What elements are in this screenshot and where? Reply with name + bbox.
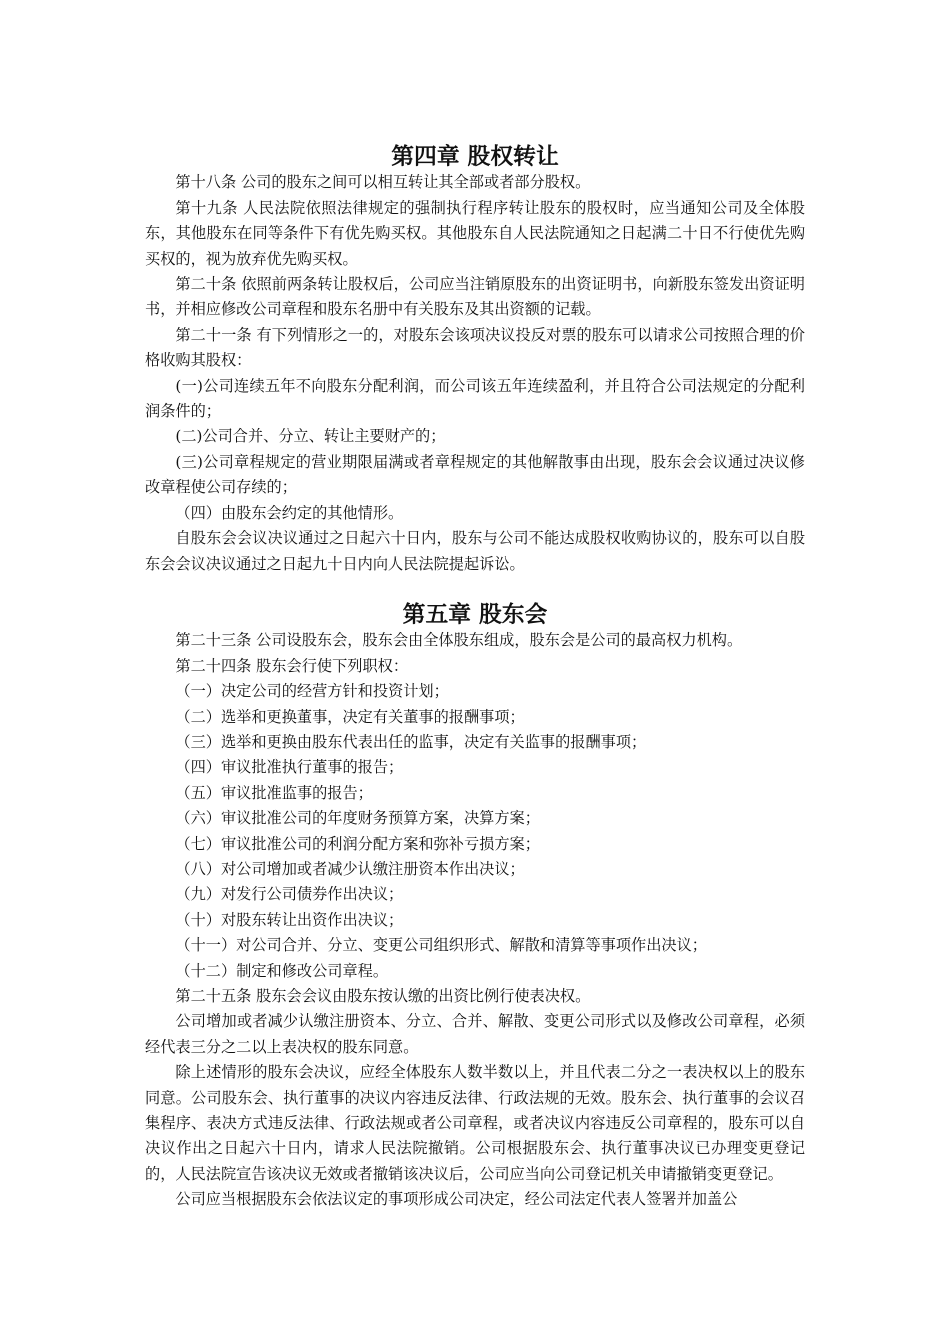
article-18: 第十八条 公司的股东之间可以相互转让其全部或者部分股权。	[175, 173, 591, 192]
power-item: （五）审议批准监事的报告；	[175, 783, 373, 802]
article-21-item-1: (一)公司连续五年不向股东分配利润，而公司该五年连续盈利，并且符合公司法规定的分配利润条件的；	[145, 376, 805, 421]
power-item: （十一）对公司合并、分立、变更公司组织形式、解散和清算等事项作出决议；	[175, 936, 707, 955]
special-resolution-paragraph: 公司增加或者减少认缴注册资本、分立、合并、解散、变更公司形式以及修改公司章程，必须经代表三分之二以上表决权的股东同意。	[145, 1012, 805, 1056]
article-23: 第二十三条 公司设股东会，股东会由全体股东组成，股东会是公司的最高权力机构。	[175, 631, 743, 650]
article-21-item-3: (三)公司章程规定的营业期限届满或者章程规定的其他解散事由出现，股东会会议通过决议修改章程使公司存续的；	[145, 452, 805, 497]
power-item: （七）审议批准公司的利润分配方案和弥补亏损方案；	[175, 834, 540, 853]
power-item: （四）审议批准执行董事的报告；	[175, 758, 404, 777]
chapter-4-title: 第四章 股权转让	[391, 144, 559, 170]
chapter-5-title: 第五章 股东会	[402, 601, 548, 628]
power-item: （九）对发行公司债券作出决议；	[175, 885, 404, 904]
power-item: （八）对公司增加或者减少认缴注册资本作出决议；	[175, 859, 525, 878]
article-20: 第二十条 依照前两条转让股权后，公司应当注销原股东的出资证明书，向新股东签发出资证明书，并相应修改公司章程和股东名册中有关股东及其出资额的记载。	[145, 275, 805, 319]
article-21-item-2: (二)公司合并、分立、转让主要财产的；	[175, 427, 446, 446]
article-21-item-4: （四）由股东会约定的其他情形。	[175, 503, 404, 522]
power-item: （一）决定公司的经营方针和投资计划；	[175, 682, 449, 701]
power-item: （二）选举和更换董事，决定有关董事的报酬事项；	[175, 707, 525, 726]
article-25: 第二十五条 股东会会议由股东按认缴的出资比例行使表决权。	[175, 987, 591, 1005]
article-21: 第二十一条 有下列情形之一的，对股东会该项决议投反对票的股东可以请求公司按照合理的价格收购其股权：	[145, 325, 805, 370]
ordinary-resolution-paragraph: 除上述情形的股东会决议，应经全体股东人数半数以上，并且代表二分之一表决权以上的股东同意。公司股东会、执行董事的决议内容违反法律、行政法规的无效。股东会、执行董事的会议召集程序、表决方式违反法律、行政法规或者公司章程，或者决议内容违反公司章程的，股东可以自决议作出之日起六十日内，请求人民法院撤销。公司根据股东会、执行董事决议已办理变更登记的，人民法院宣告该决议无效或者撤销该决议后，公司应当向公司登记机关申请撤销变更登记。	[145, 1063, 805, 1183]
power-item: （三）选举和更换由股东代表出任的监事，决定有关监事的报酬事项；	[175, 732, 647, 751]
document-page	[145, 145, 805, 1213]
article-19: 第十九条 人民法院依照法律规定的强制执行程序转让股东的股权时，应当通知公司及全体股东，其他股东在同等条件下有优先购买权。其他股东自人民法院通知之日起满二十日不行使优先购买权的，视为放弃优先购买权。	[145, 198, 805, 268]
power-item: （十）对股东转让出资作出决议；	[175, 910, 404, 929]
power-item: （十二）制定和修改公司章程。	[175, 961, 389, 980]
article-21-lawsuit: 自股东会会议决议通过之日起六十日内，股东与公司不能达成股权收购协议的，股东可以自股东会会议决议通过之日起九十日内向人民法院提起诉讼。	[145, 529, 805, 573]
power-item: （六）审议批准公司的年度财务预算方案，决算方案；	[175, 809, 540, 828]
company-decision-paragraph: 公司应当根据股东会依法议定的事项形成公司决定，经公司法定代表人签署并加盖公	[175, 1190, 738, 1209]
article-24: 第二十四条 股东会行使下列职权：	[175, 656, 409, 675]
